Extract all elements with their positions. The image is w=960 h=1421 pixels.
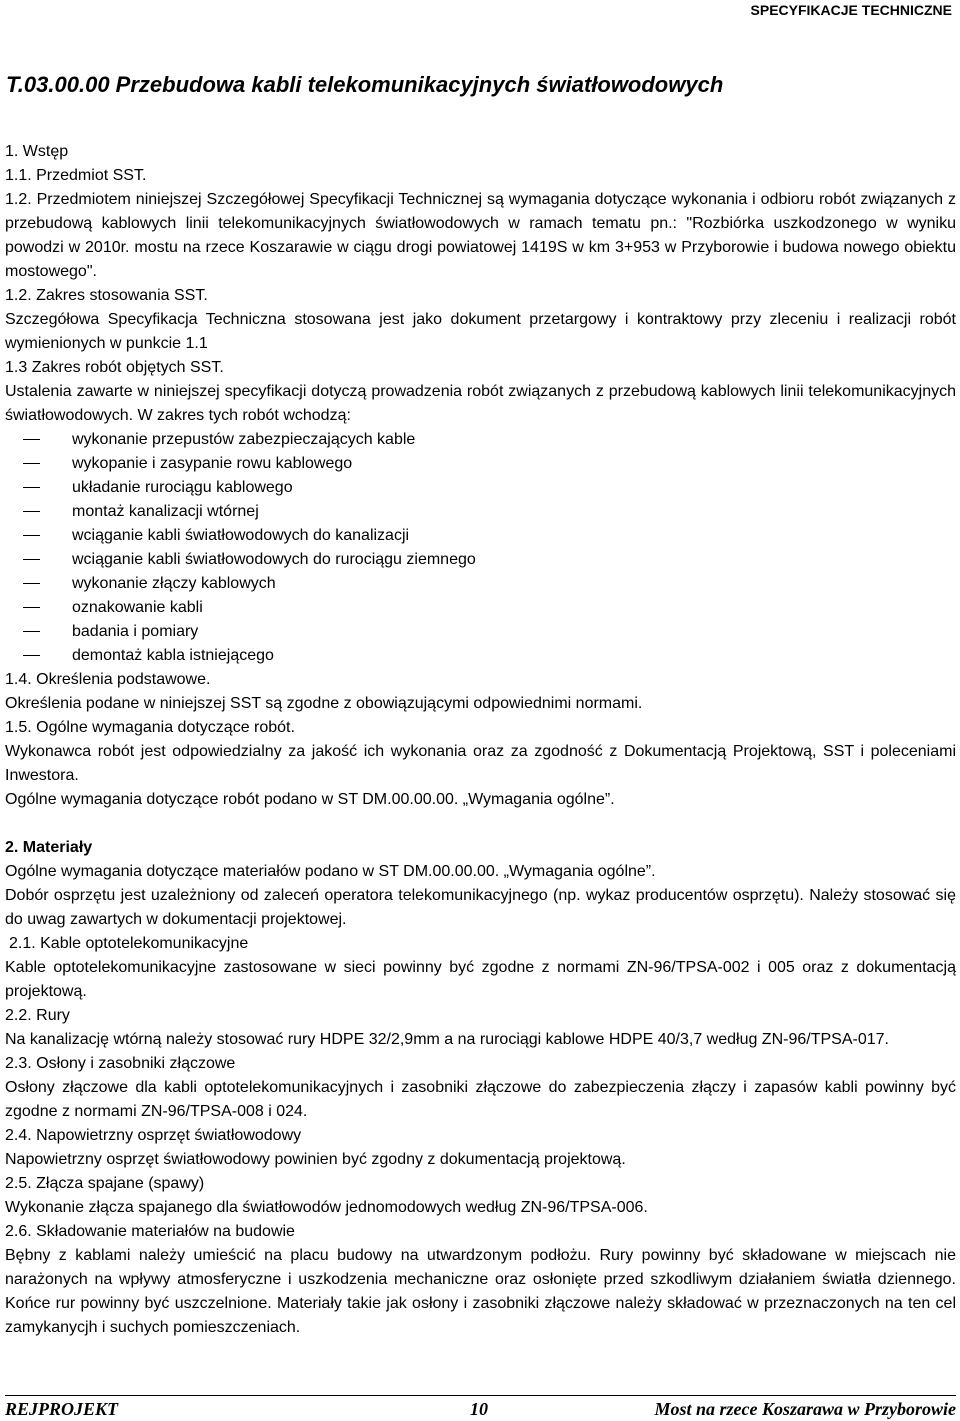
dash-bullet-icon [23,535,40,536]
section-2-1-body: Kable optotelekomunikacyjne zastosowane w sieci powinny być zgodne z normami ZN-96/TPSA-002 i 005 oraz z dokumentacją projektową. [5,959,956,1000]
list-item: wykopanie i zasypanie rowu kablowego [5,452,956,476]
running-header: SPECYFIKACJE TECHNICZNE [750,2,952,18]
list-item: oznakowanie kabli [5,596,956,620]
dash-bullet-icon [23,487,40,488]
section-2-4-body: Napowietrzny osprzęt światłowodowy powinien być zgodny z dokumentacją projektową. [5,1151,626,1168]
page-footer [5,1398,956,1420]
document-title: T.03.00.00 Przebudowa kabli telekomunikacyjnych światłowodowych [6,72,724,97]
spacer [5,812,956,836]
list-item: badania i pomiary [5,620,956,644]
page-number: 10 [470,1399,488,1419]
section-1-5-body-2: Ogólne wymagania dotyczące robót podano w ST DM.00.00.00. „Wymagania ogólne”. [5,791,615,808]
document-body [5,140,956,1340]
dash-bullet-icon [23,463,40,464]
dash-bullet-icon [23,511,40,512]
section-2-3-body: Osłony złączowe dla kabli optotelekomunikacyjnych i zasobniki złączowe do zabezpieczenia złączy i zapasów kabli powinny być zgodne z normami ZN-96/TPSA-008 i 024. [5,1079,956,1120]
section-2-5-body: Wykonanie złącza spajanego dla światłowodów jednomodowych według ZN-96/TPSA-006. [5,1199,648,1216]
footer-project: Most na rzece Koszarawa w Przyborowie [654,1399,956,1419]
list-item: montaż kanalizacji wtórnej [5,500,956,524]
section-2-6-heading: 2.6. Składowanie materiałów na budowie [5,1223,295,1240]
section-1-2-body: Szczegółowa Specyfikacja Techniczna stosowana jest jako dokument przetargowy i kontraktowy przy zleceniu i realizacji robót wymienionych w punkcie 1.1 [5,311,956,352]
scope-list [5,428,956,668]
section-2-body-1: Ogólne wymagania dotyczące materiałów podano w ST DM.00.00.00. „Wymagania ogólne”. [5,863,656,880]
section-1-2-paragraph: 1.2. Przedmiotem niniejszej Szczegółowej Specyfikacji Technicznej są wymagania dotyczące wykonania i odbioru robót związanych z przebudową kablowych linii telekomunikacyjnych światłowodowych w ramach tematu pn.: "Rozbiórka uszkodzonego w wyniku powodzi w 2010r. mostu na rzece Koszarawie w ciągu drogi powiatowej 1419S w km 3+953 w Przyborowie i budowa nowego obiektu mostowego". [5,191,956,280]
section-1-3-body: Ustalenia zawarte w niniejszej specyfikacji dotyczą prowadzenia robót związanych z przebudową kablowych linii telekomunikacyjnych światłowodowych. W zakres tych robót wchodzą: [5,383,956,424]
section-2-3-heading: 2.3. Osłony i zasobniki złączowe [5,1055,236,1072]
section-2-2-body: Na kanalizację wtórną należy stosować rury HDPE 32/2,9mm a na rurociągi kablowe HDPE 40/3,7 według ZN-96/TPSA-017. [5,1031,889,1048]
section-2-heading: 2. Materiały [5,839,93,856]
section-1-3-heading: 1.3 Zakres robót objętych SST. [5,359,224,376]
section-1-4-body: Określenia podane w niniejszej SST są zgodne z obowiązującymi odpowiednimi normami. [5,695,643,712]
section-1-4-heading: 1.4. Określenia podstawowe. [5,671,211,688]
section-2-2-heading: 2.2. Rury [5,1007,70,1024]
section-2-4-heading: 2.4. Napowietrzny osprzęt światłowodowy [5,1127,302,1144]
dash-bullet-icon [23,631,40,632]
list-item: wykonanie złączy kablowych [5,572,956,596]
section-1-1-heading: 1.1. Przedmiot SST. [5,167,147,184]
footer-company: REJPROJEKT [5,1399,119,1419]
section-1-5-heading: 1.5. Ogólne wymagania dotyczące robót. [5,719,295,736]
section-1-5-body-1: Wykonawca robót jest odpowiedzialny za jakość ich wykonania oraz za zgodność z Dokumentacją Projektową, SST i poleceniami Inwestora. [5,743,956,784]
dash-bullet-icon [23,655,40,656]
section-1-2-heading: 1.2. Zakres stosowania SST. [5,287,208,304]
section-2-5-heading: 2.5. Złącza spajane (spawy) [5,1175,205,1192]
section-1-heading: 1. Wstęp [5,143,69,160]
list-item: układanie rurociągu kablowego [5,476,956,500]
dash-bullet-icon [23,583,40,584]
footer-divider [5,1395,956,1396]
list-item: demontaż kabla istniejącego [5,644,956,668]
section-2-1-heading: 2.1. Kable optotelekomunikacyjne [9,935,249,952]
list-item: wykonanie przepustów zabezpieczających kable [5,428,956,452]
dash-bullet-icon [23,607,40,608]
dash-bullet-icon [23,559,40,560]
section-2-6-body: Bębny z kablami należy umieścić na placu budowy na utwardzonym podłożu. Rury powinny być składowane w miejscach nie narażonych na wpływy atmosferyczne i uszkodzenia mechaniczne oraz osłonięte przed szkodliwym działaniem światła dziennego. Końce rur powinny być uszczelnione. Materiały takie jak osłony i zasobniki złączowe należy składować w przeznaczonych na ten cel zamykanycjh i suchych pomieszczeniach. [5,1247,956,1336]
dash-bullet-icon [23,439,40,440]
list-item: wciąganie kabli światłowodowych do rurociągu ziemnego [5,548,956,572]
list-item: wciąganie kabli światłowodowych do kanalizacji [5,524,956,548]
section-2-body-2: Dobór osprzętu jest uzależniony od zaleceń operatora telekomunikacyjnego (np. wykaz producentów osprzętu). Należy stosować się do uwag zawartych w dokumentacji projektowej. [5,887,956,928]
